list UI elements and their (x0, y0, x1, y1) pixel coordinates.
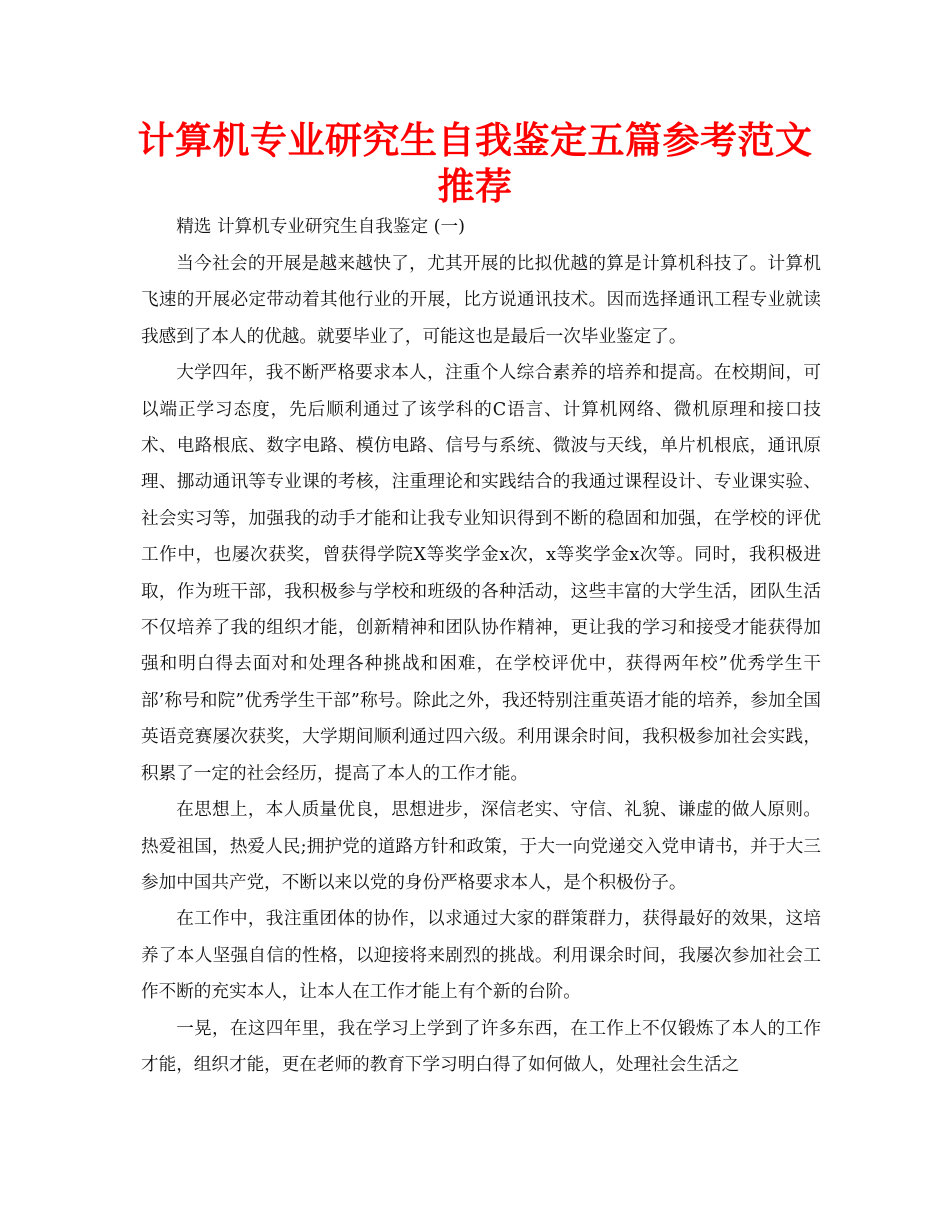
document-body (141, 212, 821, 1083)
paragraph-4: 在工作中，我注重团体的协作，以求通过大家的群策群力，获得最好的效果，这培养了本人坚强自信的性格，以迎接将来剧烈的挑战。利用课余时间，我屡次参加社会工作不断的充实本人，让本人在工作才能上有个新的台阶。 (141, 909, 821, 1003)
document-title: 计算机专业研究生自我鉴定五篇参考范文推荐 (137, 119, 813, 208)
paragraph-2: 大学四年，我不断严格要求本人，注重个人综合素养的培养和提高。在校期间，可以端正学习态度，先后顺利通过了该学科的C语言、计算机网络、微机原理和接口技术、电路根底、数字电路、模仿电路、信号与系统、微波与天线，单片机根底，通讯原理、挪动通讯等专业课的考核，注重理论和实践结合的我通过课程设计、专业课实验、社会实习等，加强我的动手才能和让我专业知识得到不断的稳固和加强，在学校的评优工作中，也屡次获奖，曾获得学院X等奖学金x次，x等奖学金x次等。同时，我积极进取，作为班干部，我积极参与学校和班级的各种活动，这些丰富的大学生活，团队生活不仅培养了我的组织才能，创新精神和团队协作精神，更让我的学习和接受才能获得加强和明白得去面对和处理各种挑战和困难，在学校评优中，获得两年校”优秀学生干部’称号和院”优秀学生干部”称号。除此之外，我还特别注重英语才能的培养，参加全国英语竞赛屡次获奖，大学期间顺利通过四六级。利用课余时间，我积极参加社会实践，积累了一定的社会经历，提高了本人的工作才能。 (141, 363, 821, 784)
section-heading: 精选 计算机专业研究生自我鉴定 (一) (176, 217, 466, 237)
paragraph-5: 一晃，在这四年里，我在学习上学到了许多东西，在工作上不仅锻炼了本人的工作才能，组织才能，更在老师的教育下学习明白得了如何做人，处理社会生活之 (141, 1018, 821, 1075)
paragraph-3: 在思想上，本人质量优良，思想进步，深信老实、守信、礼貌、谦虚的做人原则。热爱祖国，热爱人民;拥护党的道路方针和政策，于大一向党递交入党申请书，并于大三参加中国共产党，不断以来以党的身份严格要求本人，是个积极份子。 (141, 800, 821, 893)
paragraph-1: 当今社会的开展是越来越快了，尤其开展的比拟优越的算是计算机科技了。计算机飞速的开展必定带动着其他行业的开展，比方说通讯技术。因而选择通讯工程专业就读我感到了本人的优越。就要毕业了，可能这也是最后一次毕业鉴定了。 (141, 254, 821, 347)
